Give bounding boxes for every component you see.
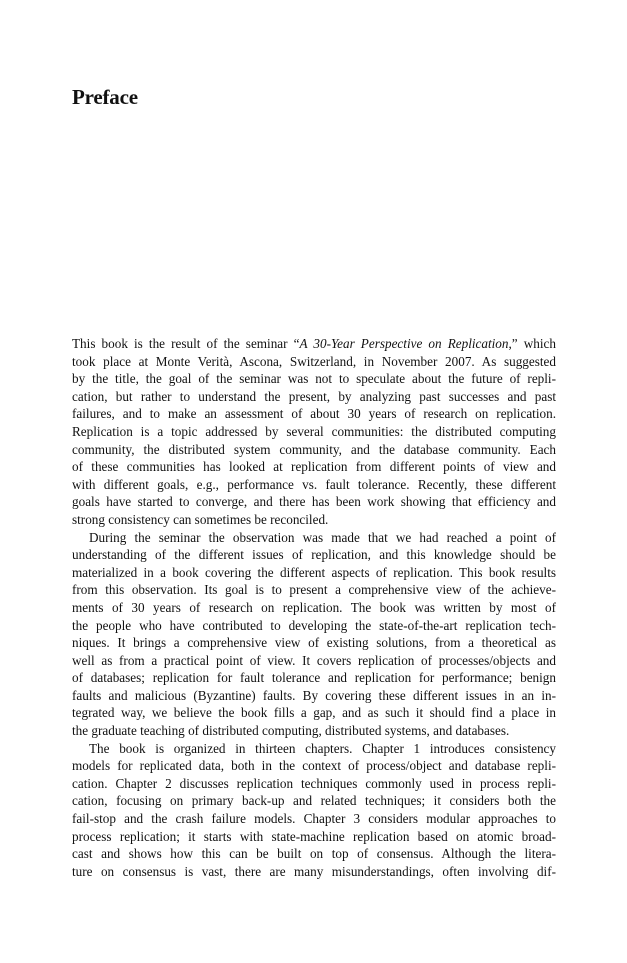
- text-line: cast and shows how this can be built on top of consensus. Although the litera-: [72, 846, 556, 862]
- text-line: process replication; it starts with state-machine replication based on atomic broad-: [72, 828, 556, 844]
- page-title: Preface: [72, 85, 138, 109]
- text-line: with different goals, e.g., performance vs. fault tolerance. Recently, these different: [72, 476, 556, 492]
- text-line: understanding of the different issues of replication, and this knowledge should be: [72, 547, 556, 563]
- text-line: cation, but rather to understand the present, by analyzing past successes and past: [72, 388, 556, 404]
- preface-body: [72, 335, 556, 880]
- text-line: ments of 30 years of research on replication. The book was written by most of: [72, 599, 556, 615]
- text-line: well as from a practical point of view. It covers replication of processes/objects and: [72, 652, 556, 668]
- paragraph-2: [72, 529, 556, 740]
- paragraph-3: [72, 740, 556, 881]
- text-line: tegrated way, we believe the book fills a gap, and as such it should find a place in: [72, 705, 556, 721]
- text-line: ture on consensus is vast, there are many misunderstandings, often involving dif-: [72, 863, 556, 879]
- text-line: community, the distributed system community, and the database community. Each: [72, 441, 556, 457]
- text-line: niques. It brings a comprehensive view of existing solutions, from a theoretical as: [72, 635, 556, 651]
- text-line: failures, and to make an assessment of about 30 years of research on replication.: [72, 406, 556, 422]
- text-line: the graduate teaching of distributed computing, distributed systems, and databases.: [72, 723, 510, 739]
- text-line: of these communities has looked at replication from different points of view and: [72, 459, 556, 475]
- text-line: fail-stop and the crash failure models. Chapter 3 considers modular approaches to: [72, 811, 556, 827]
- text-line: cation. Chapter 2 discusses replication techniques commonly used in process repli-: [72, 775, 556, 791]
- text-line: goals have started to converge, and there has been work showing that efficiency and: [72, 494, 556, 510]
- text-line: of databases; replication for fault tolerance and replication for performance; benign: [72, 670, 556, 686]
- text-line: took place at Monte Verità, Ascona, Switzerland, in November 2007. As suggested: [72, 353, 556, 369]
- text-line: materialized in a book covering the different aspects of replication. This book results: [72, 564, 556, 580]
- text-line: This book is the result of the seminar “A 30-Year Perspective on Replication,” which: [72, 336, 556, 351]
- seminar-title: A 30-Year Perspective on Replication: [299, 336, 509, 351]
- text-line: the people who have contributed to developing the state-of-the-art replication tech-: [72, 617, 556, 633]
- text-line: The book is organized in thirteen chapters. Chapter 1 introduces consistency: [89, 740, 556, 756]
- text-line: models for replicated data, both in the context of process/object and database repli-: [72, 758, 556, 774]
- text-line: faults and malicious (Byzantine) faults. By covering these different issues in an in-: [72, 687, 556, 703]
- text-line: strong consistency can sometimes be reconciled.: [72, 511, 329, 527]
- text-line: During the seminar the observation was made that we had reached a point of: [89, 529, 556, 545]
- text-line: cation, focusing on primary back-up and related techniques; it considers both the: [72, 793, 556, 809]
- paragraph-1: [72, 335, 556, 529]
- text-line: from this observation. Its goal is to present a comprehensive view of the achieve-: [72, 582, 556, 598]
- text-line: Replication is a topic addressed by several communities: the distributed computing: [72, 423, 556, 439]
- text-line: by the title, the goal of the seminar was not to speculate about the future of repli-: [72, 371, 556, 387]
